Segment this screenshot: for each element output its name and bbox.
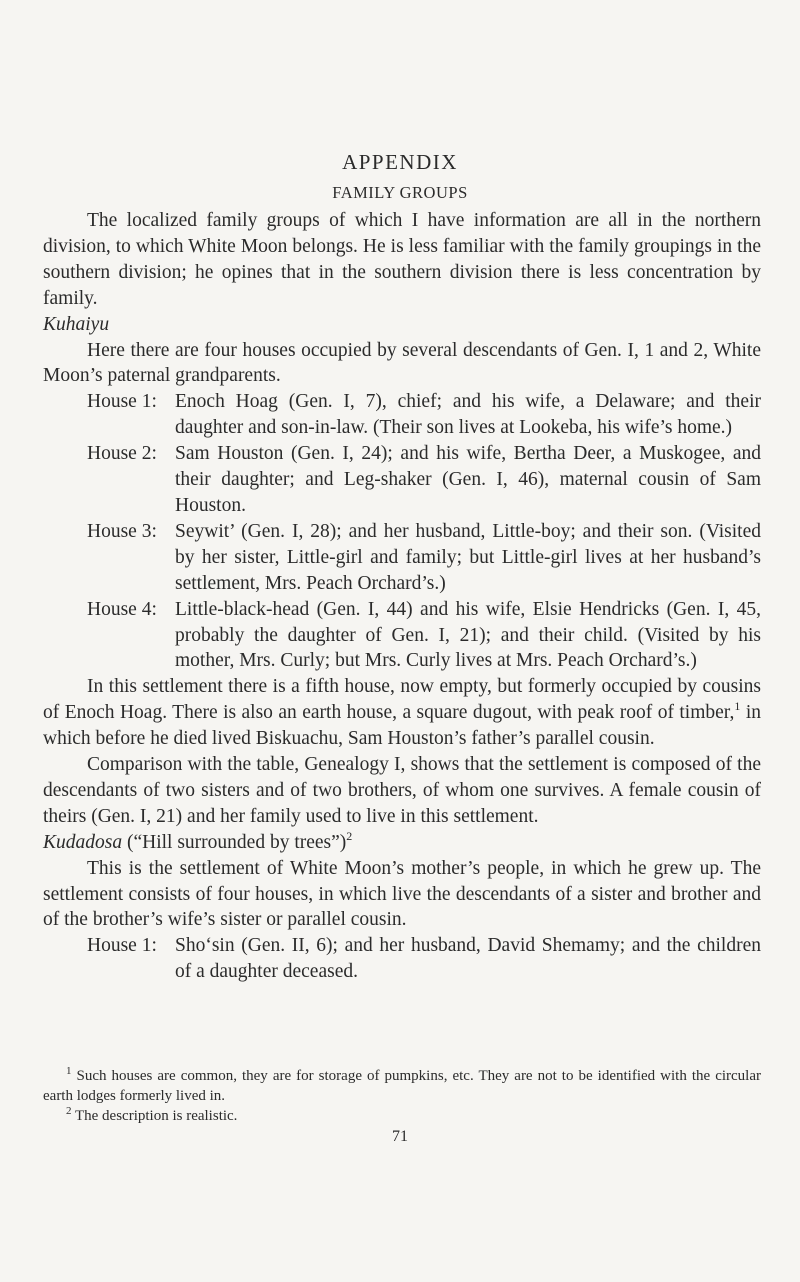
footnote-mark: 2 — [66, 1105, 72, 1118]
house-label: House 4: — [87, 598, 157, 620]
house-description: Seywit’ (Gen. I, 28); and her husband, Little-boy; and their son. (Visited by her sister, Little-girl and family; but Little-girl lives at her husband’s settlement, Mrs. Peach Orchard’s.) — [175, 520, 761, 594]
fifth-house-paragraph — [43, 674, 761, 752]
fifth-house-text: In this settlement there is a fifth house, now empty, but formerly occupied by cousins of Enoch Hoag. There is also an earth house, a square dugout, with peak roof of timber, — [43, 676, 761, 724]
fifth-house-text-cont: in which before he died lived Biskuachu, Sam Houston’s father’s parallel cousin. — [43, 702, 762, 750]
kuhaiyu-section-label: Kuhaiyu — [43, 313, 110, 335]
kudadosa-intro-paragraph: This is the settlement of White Moon’s mother’s people, in which he grew up. The settlement consists of four houses, in which live the descendants of a sister and brother and of the brother’s wife’s sister or parallel cousin. — [43, 857, 761, 931]
house-description: Sam Houston (Gen. I, 24); and his wife, Bertha Deer, a Muskogee, and their daughter; and Leg-shaker (Gen. I, 46), maternal cousin of Sam Houston. — [175, 443, 761, 516]
kuhaiyu-intro-paragraph: Here there are four houses occupied by several descendants of Gen. I, 1 and 2, White Moon’s paternal grandparents. — [43, 339, 761, 387]
footnotes — [43, 1066, 761, 1127]
kuhaiyu-house-2 — [43, 441, 761, 519]
house-description: Little-black-head (Gen. I, 44) and his wife, Elsie Hendricks (Gen. I, 45, probably the daughter of Gen. I, 21); and their child. (Visited by his mother, Mrs. Curly; but Mrs. Curly lives at Mrs. Peach Orchard’s.) — [175, 598, 761, 672]
footnote-mark: 1 — [66, 1065, 72, 1077]
kuhaiyu-house-1 — [43, 389, 761, 441]
kudadosa-house-1 — [43, 933, 761, 985]
kudadosa-section-label: Kudadosa — [43, 831, 123, 853]
intro-paragraph: The localized family groups of which I have information are all in the northern division, to which White Moon belongs. He is less familiar with the family groupings in the southern division; he opines that in the southern division there is less concentration by family. — [43, 210, 761, 309]
kudadosa-heading — [43, 830, 761, 856]
house-label: House 1: — [87, 935, 157, 957]
footnote-ref-2[interactable]: 2 — [346, 828, 353, 843]
footnote-ref-1[interactable]: 1 — [734, 699, 741, 714]
house-label: House 1: — [87, 391, 157, 413]
family-groups-subheading: FAMILY GROUPS — [332, 183, 468, 202]
comparison-paragraph: Comparison with the table, Genealogy I, shows that the settlement is composed of the descendants of two sisters and of two brothers, of whom one survives. A female cousin of theirs (Gen. I, 21) and her family used to live in this settlement. — [43, 754, 761, 827]
body-text — [43, 208, 761, 985]
appendix-heading: APPENDIX — [342, 150, 458, 174]
footnote-1 — [43, 1066, 761, 1106]
house-label: House 3: — [87, 520, 157, 542]
footnote-text: Such houses are common, they are for storage of pumpkins, etc. They are not to be identified with the circular earth lodges formerly lived in. — [43, 1068, 761, 1105]
house-description: Enoch Hoag (Gen. I, 7), chief; and his wife, a Delaware; and their daughter and son-in-law. (Their son lives at Lookeba, his wife’s home.) — [175, 391, 761, 439]
house-description: Sho‘sin (Gen. II, 6); and her husband, David Shemamy; and the children of a daughter deceased. — [175, 935, 761, 983]
house-label: House 2: — [87, 443, 157, 465]
kudadosa-gloss: (“Hill surrounded by trees”) — [122, 831, 347, 853]
kuhaiyu-house-4 — [43, 597, 761, 675]
footnote-text: The description is realistic. — [71, 1108, 238, 1125]
footnote-2 — [43, 1106, 761, 1126]
kuhaiyu-house-3 — [43, 519, 761, 597]
page-number: 71 — [392, 1128, 408, 1145]
